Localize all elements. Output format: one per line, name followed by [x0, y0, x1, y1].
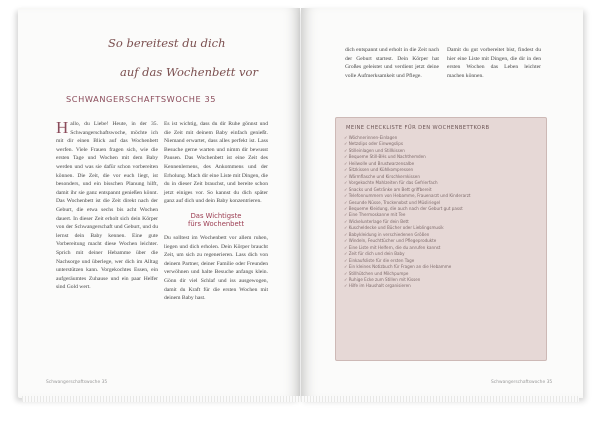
- checklist-item: ✓ Gesunde Nüsse, Trockenobst und Müsliriegel: [344, 200, 540, 206]
- open-book: [18, 8, 583, 413]
- checklist-item: ✓ Zeit für dich und dein Baby: [344, 251, 540, 257]
- checklist-item: ✓ Bequeme Still-BHs und Nachthemden: [344, 154, 540, 160]
- checklist-item: ✓ Sitzkissen und Kühlkompressen: [344, 167, 540, 173]
- section-heading: [164, 212, 268, 228]
- checklist-item: ✓ Telefonnummern von Hebamme, Frauenarzt und Kinderarzt: [344, 193, 540, 199]
- left-column-1: [56, 120, 158, 292]
- right-top-columns: [345, 46, 541, 80]
- checklist-item: ✓ Ein kleines Notizbuch für Fragen an die Hebamme: [344, 264, 540, 270]
- left-column-1-text: allo, du Liebe! Heute, in der 35. Schwangerschaftswoche, möchte ich mit dir einen Blick auf das Wochenbett werfen. Viele Frauen fragen sich, wie die ersten Tage und Wochen mit dem Baby werden und was sie dafür schon vorbereiten können. Die Zeit, die vor euch liegt, ist besonders, und ein bisschen Planung hilft, damit ihr sie ganz entspannt genießen könnt. Das Wochenbett ist die Zeit direkt nach der Geburt, die etwa sechs bis acht Wochen dauert. In dieser Zeit erholt sich dein Körper von der Schwangerschaft und Geburt, und du lernst dein Baby kennen. Eine gute Vorbereitung macht diese Wochen leichter. Sprich mit deiner Hebamme über die Nachsorge und überlege, wer dich im Alltag unterstützen kann. Vorgekochtes Essen, ein aufgeräumtes Zuhause und ein paar Helfer sind Gold wert.: [56, 121, 158, 291]
- checklist-item: ✓ Ruhige Ecke zum Stillen mit Kissen: [344, 277, 540, 283]
- checklist-item: ✓ Bequeme Kleidung, die auch nach der Geburt gut passt: [344, 206, 540, 212]
- heading-line-2: auf das Wochenbett vor: [120, 65, 258, 79]
- checklist-title: MEINE CHECKLISTE FÜR DEN WOCHENBETTKORB: [346, 125, 490, 131]
- checklist-item: ✓ Wärmflasche und Kirschkernkissen: [344, 174, 540, 180]
- right-top-column-1: dich entspannt und erholt in die Zeit nach der Geburt startest. Dein Körper hat Großes geleistet und verdient jetzt deine volle Aufmerksamkeit und Pflege.: [345, 47, 439, 79]
- checklist-item: ✓ Hilfe im Haushalt organisieren: [344, 283, 540, 289]
- drop-cap: H: [56, 118, 69, 137]
- checklist-item: ✓ Babykleidung in verschiedenen Größen: [344, 232, 540, 238]
- heading-line-1: So bereitest du dich: [108, 36, 226, 50]
- checklist-item: ✓ Vorgekochte Mahlzeiten für das Gefrierfach: [344, 180, 540, 186]
- checklist-item: ✓ Wickelunterlage für dein Bett: [344, 219, 540, 225]
- section-heading-line-1: Das Wichtigste: [190, 211, 242, 220]
- left-page: [18, 8, 300, 398]
- checklist-item: ✓ Eine Liste mit Helfern, die du anrufen kannst: [344, 245, 540, 251]
- left-column-2: [164, 120, 268, 303]
- right-page-edge: [301, 396, 579, 402]
- right-page: [301, 8, 583, 398]
- left-column-2-text: Es ist wichtig, dass du dir Ruhe gönnst und die Zeit mit deinem Baby einfach genießt. Niemand erwartet, dass alles perfekt ist. Lass Besuche gerne warten und nimm dir bewusst Pausen. Das Wochenbett ist eine Zeit des Kennenlernens, des Ankommens und der Erholung. Mach dir eine Liste mit Dingen, die du in dieser Zeit brauchst, und bereite schon jetzt einiges vor. So kannst du dich später ganz auf dich und dein Baby konzentrieren.: [164, 121, 268, 205]
- section-heading-line-2: fürs Wochenbett: [187, 219, 245, 228]
- checklist-item: ✓ Snacks und Getränke am Bett griffbereit: [344, 187, 540, 193]
- right-footer: Schwangerschaftswoche 35: [491, 380, 553, 385]
- checklist-item: ✓ Wöchnerinnen-Einlagen: [344, 135, 540, 141]
- checklist-item: ✓ Windeln, Feuchttücher und Pflegeprodukte: [344, 238, 540, 244]
- checklist: [344, 135, 540, 290]
- right-top-column-2: Damit du gut vorbereitet bist, findest du hier eine Liste mit Dingen, die dir in den ersten Wochen das Leben leichter machen können.: [447, 47, 541, 79]
- checklist-item: ✓ Stilleinlagen und Stillkissen: [344, 148, 540, 154]
- left-page-edge: [22, 396, 300, 402]
- checklist-box: [335, 117, 547, 361]
- chapter-subtitle: SCHWANGERSCHAFTSWOCHE 35: [66, 94, 217, 104]
- checklist-item: ✓ Eine Thermoskanne mit Tee: [344, 212, 540, 218]
- checklist-item: ✓ Einkaufsliste für die ersten Tage: [344, 258, 540, 264]
- checklist-item: ✓ Netzslips oder Einwegslips: [344, 141, 540, 147]
- checklist-item: ✓ Stillhütchen und Milchpumpe: [344, 271, 540, 277]
- checklist-item: ✓ Kuscheldecke und Bücher oder Lieblingsmusik: [344, 225, 540, 231]
- left-column-2-text-after: Du solltest im Wochenbett vor allem ruhen, liegen und dich erholen. Dein Körper braucht Zeit, um sich zu regenerieren. Lass dich von deinem Partner, deiner Familie oder Freunden verwöhnen und halte Besuche anfangs klein. Gönn dir viel Schlaf und iss ausgewogen, damit du Kraft für die ersten Wochen mit deinem Baby hast.: [164, 234, 268, 302]
- checklist-item: ✓ Heilwolle und Brustwarzensalbe: [344, 161, 540, 167]
- left-footer: Schwangerschaftswoche 35: [46, 380, 108, 385]
